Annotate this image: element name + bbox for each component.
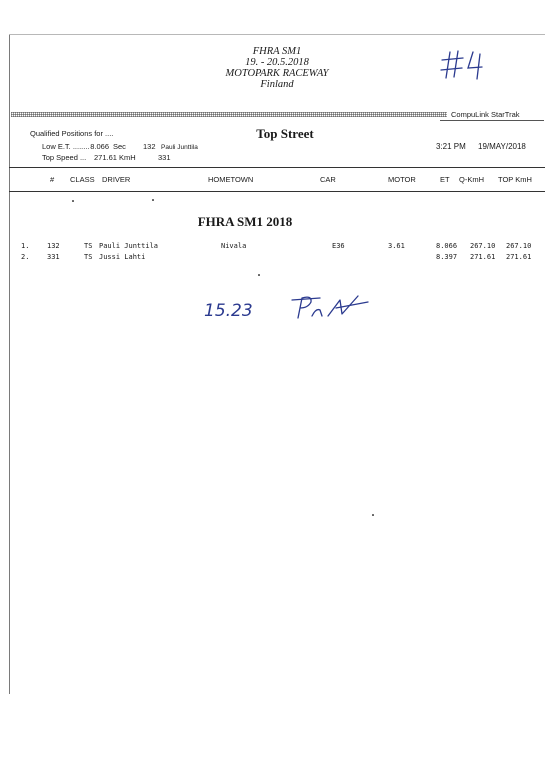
col-top-kmh: TOP KmH [498,175,532,184]
page-border-top [9,34,545,35]
low-et-value: 8.066 [90,142,109,151]
brand-label: CompuLink StarTrak [451,110,520,119]
row-q-kmh: 267.10 [470,242,496,250]
col-car: CAR [320,175,336,184]
col-hometown: HOMETOWN [208,175,254,184]
handwritten-number [437,46,487,82]
low-et-number: 132 [143,142,156,151]
dotted-rule [11,112,447,117]
low-et-line [42,142,198,151]
handwritten-time: 15.23 [204,301,253,321]
print-date: 19/MAY/2018 [478,142,526,151]
handwritten-time-and-signature [200,288,380,328]
signature-scribble [292,296,368,318]
row-hometown: Nivala [221,242,247,250]
col-driver: DRIVER [102,175,131,184]
event-venue: MOTOPARK RACEWAY [225,68,329,79]
col-motor: MOTOR [388,175,416,184]
row-class: TS [84,242,93,250]
low-et-unit: Sec [113,142,126,151]
speck [258,274,260,276]
top-speed-number: 331 [158,153,171,162]
top-speed-unit: KmH [119,153,136,162]
row-num: 331 [47,253,60,261]
print-time: 3:21 PM [436,142,466,151]
col-class: CLASS [70,175,95,184]
row-driver: Jussi Lahti [99,253,146,261]
row-class: TS [84,253,93,261]
row-et: 8.397 [436,253,458,261]
row-pos: 1. [21,242,30,250]
top-speed-line [42,153,171,162]
row-et: 8.066 [436,242,458,250]
low-et-driver: Pauli Junttila [161,144,198,151]
row-top-kmh: 267.10 [506,242,532,250]
speck [152,199,154,201]
col-q-kmh: Q-KmH [459,175,484,184]
group-title: FHRA SM1 2018 [197,214,293,229]
event-country: Finland [260,79,294,90]
qualified-label: Qualified Positions for .... [30,129,114,138]
row-car: E36 [332,242,345,250]
top-speed-label: Top Speed ... [42,153,87,162]
row-top-kmh: 271.61 [506,253,532,261]
row-num: 132 [47,242,60,250]
row-pos: 2. [21,253,30,261]
col-et: ET [440,175,450,184]
event-name: FHRA SM1 [252,46,302,57]
speck [372,514,374,516]
session-title: Top Street [256,126,314,141]
event-dates: 19. - 20.5.2018 [245,57,309,68]
row-q-kmh: 271.61 [470,253,496,261]
header-rule-top [9,167,545,168]
low-et-label: Low E.T. ........ [42,142,90,151]
speck [72,200,74,202]
header-rule-bottom [9,191,545,192]
row-driver: Pauli Junttila [99,242,159,250]
page-border-left [9,34,10,694]
col-num: # [50,175,55,184]
row-motor: 3.61 [388,242,405,250]
top-speed-value: 271.61 [94,153,117,162]
brand-rule [440,120,544,121]
